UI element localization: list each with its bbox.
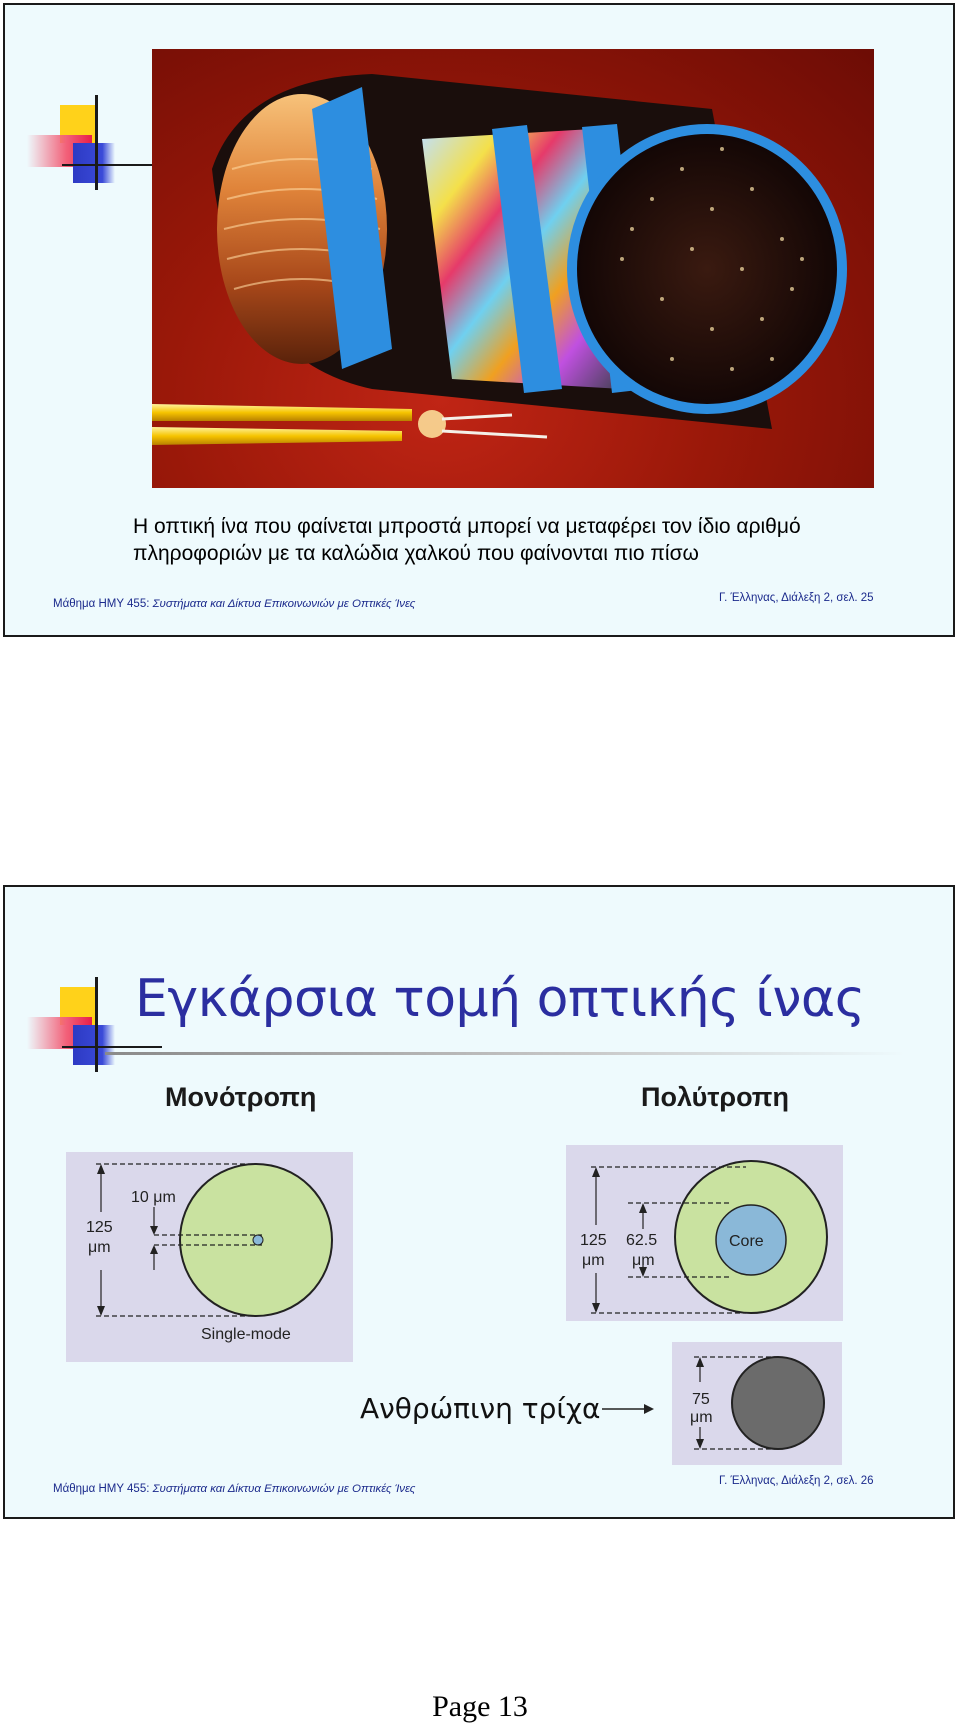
multi-outer-dim-unit: μm	[582, 1252, 605, 1269]
human-hair-diagram	[672, 1342, 842, 1465]
human-hair-label: Ανθρώπινη τρίχα	[360, 1392, 601, 1425]
caption-line-2: πληροφοριών με τα καλώδια χαλκού που φαίνονται πιο πίσω	[133, 542, 699, 565]
single-mode-fiber-diagram	[66, 1152, 353, 1362]
single-outer-dim-unit: μm	[88, 1239, 111, 1256]
slide-26	[3, 885, 955, 1519]
multi-mode-heading: Πολύτροπη	[641, 1082, 789, 1112]
multi-core-dim-unit: μm	[632, 1252, 655, 1269]
hair-dim-unit: μm	[690, 1409, 713, 1426]
caption-line-1: Η οπτική ίνα που φαίνεται μπροστά μπορεί να μεταφέρει τον ίδιο αριθμό	[133, 515, 801, 538]
single-outer-dim-value: 125	[86, 1219, 113, 1236]
single-core-dim: 10 μm	[131, 1189, 176, 1206]
slide-footer-author: Γ. Έλληνας, Διάλεξη 2, σελ. 25	[719, 592, 874, 604]
slide-title: Εγκάρσια τομή οπτικής ίνας	[135, 969, 865, 1029]
footer-course-name: Συστήματα και Δίκτυα Επικοινωνιών με Οπτικές Ίνες	[152, 598, 416, 610]
multi-mode-fiber-diagram	[566, 1145, 843, 1321]
single-mode-heading: Μονότροπη	[165, 1082, 317, 1112]
slide-footer-course	[53, 598, 415, 610]
footer-course-name: Συστήματα και Δίκτυα Επικοινωνιών με Οπτικές Ίνες	[152, 1483, 416, 1495]
slide-footer-author: Γ. Έλληνας, Διάλεξη 2, σελ. 26	[719, 1475, 874, 1487]
photo-caption	[133, 513, 933, 567]
multi-core-dim-value: 62.5	[626, 1232, 658, 1249]
hair-dim-value: 75	[692, 1391, 710, 1408]
single-mode-label: Single-mode	[201, 1326, 291, 1343]
fiber-vs-copper-cable-photo	[152, 49, 874, 488]
page-number: Page 13	[432, 1690, 528, 1723]
slide-footer-course	[53, 1483, 415, 1495]
slide-25	[3, 3, 955, 637]
core-label: Core	[729, 1233, 764, 1250]
footer-course-code: Μάθημα ΗΜΥ 455:	[53, 1483, 153, 1495]
multi-outer-dim-value: 125	[580, 1232, 607, 1249]
arrow-right-icon	[602, 1399, 662, 1419]
slide-logo-icon	[17, 105, 157, 205]
title-divider	[105, 1052, 905, 1055]
footer-course-code: Μάθημα ΗΜΥ 455:	[53, 598, 153, 610]
